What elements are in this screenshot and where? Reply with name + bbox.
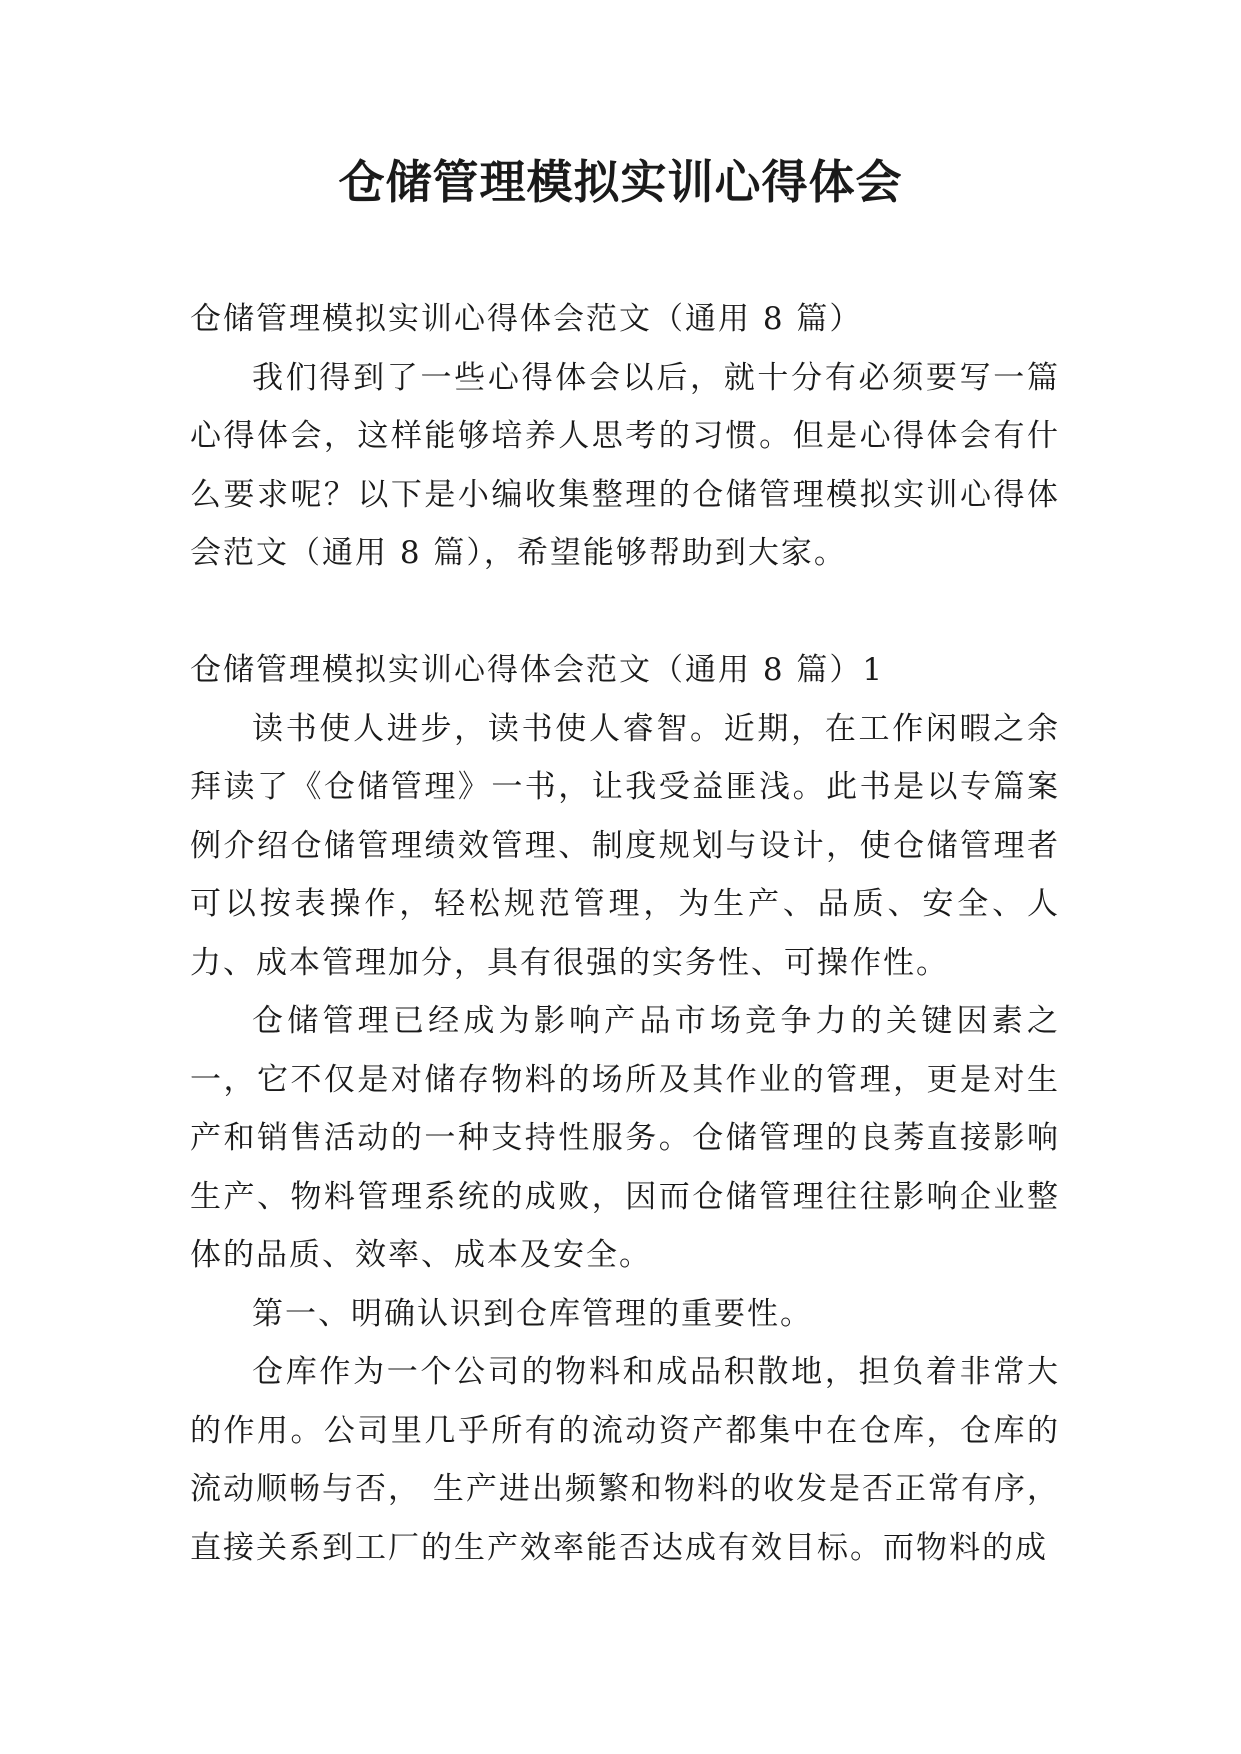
body-paragraph: 第一、明确认识到仓库管理的重要性。 — [252, 1295, 813, 1332]
document-title: 仓储管理模拟实训心得体会 — [338, 155, 903, 209]
body-paragraph: 仓库作为一个公司的物料和成品积散地，担负着非常大的作用。公司里几乎所有的流动资产都集中在仓库，仓库的流动顺畅与否， 生产进出频繁和物料的收发是否正常有序，直接关系到工厂的生产效率能否达成有效目标。而物料的成 — [190, 1354, 1060, 1566]
document-body — [190, 290, 1060, 1577]
body-paragraph: 读书使人进步，读书使人睿智。近期，在工作闲暇之余拜读了《仓储管理》一书，让我受益匪浅。此书是以专篇案例介绍仓储管理绩效管理、制度规划与设计，使仓储管理者可以按表操作，轻松规范管理，为生产、品质、安全、人力、成本管理加分，具有很强的实务性、可操作性。 — [190, 710, 1060, 981]
body-paragraph: 仓储管理已经成为影响产品市场竞争力的关键因素之一，它不仅是对储存物料的场所及其作业的管理，更是对生产和销售活动的一种支持性服务。仓储管理的良莠直接影响生产、物料管理系统的成败，因而仓储管理往往影响企业整体的品质、效率、成本及安全。 — [190, 1003, 1060, 1273]
document-subtitle: 仓储管理模拟实训心得体会范文（通用 8 篇） — [190, 301, 863, 337]
section-heading: 仓储管理模拟实训心得体会范文（通用 8 篇）1 — [190, 652, 885, 688]
paragraph-spacer — [190, 583, 1060, 642]
intro-paragraph: 我们得到了一些心得体会以后，就十分有必须要写一篇心得体会，这样能够培养人思考的习惯。但是心得体会有什么要求呢？以下是小编收集整理的仓储管理模拟实训心得体会范文（通用 8 篇），希望能够帮助到大家。 — [190, 359, 1060, 571]
